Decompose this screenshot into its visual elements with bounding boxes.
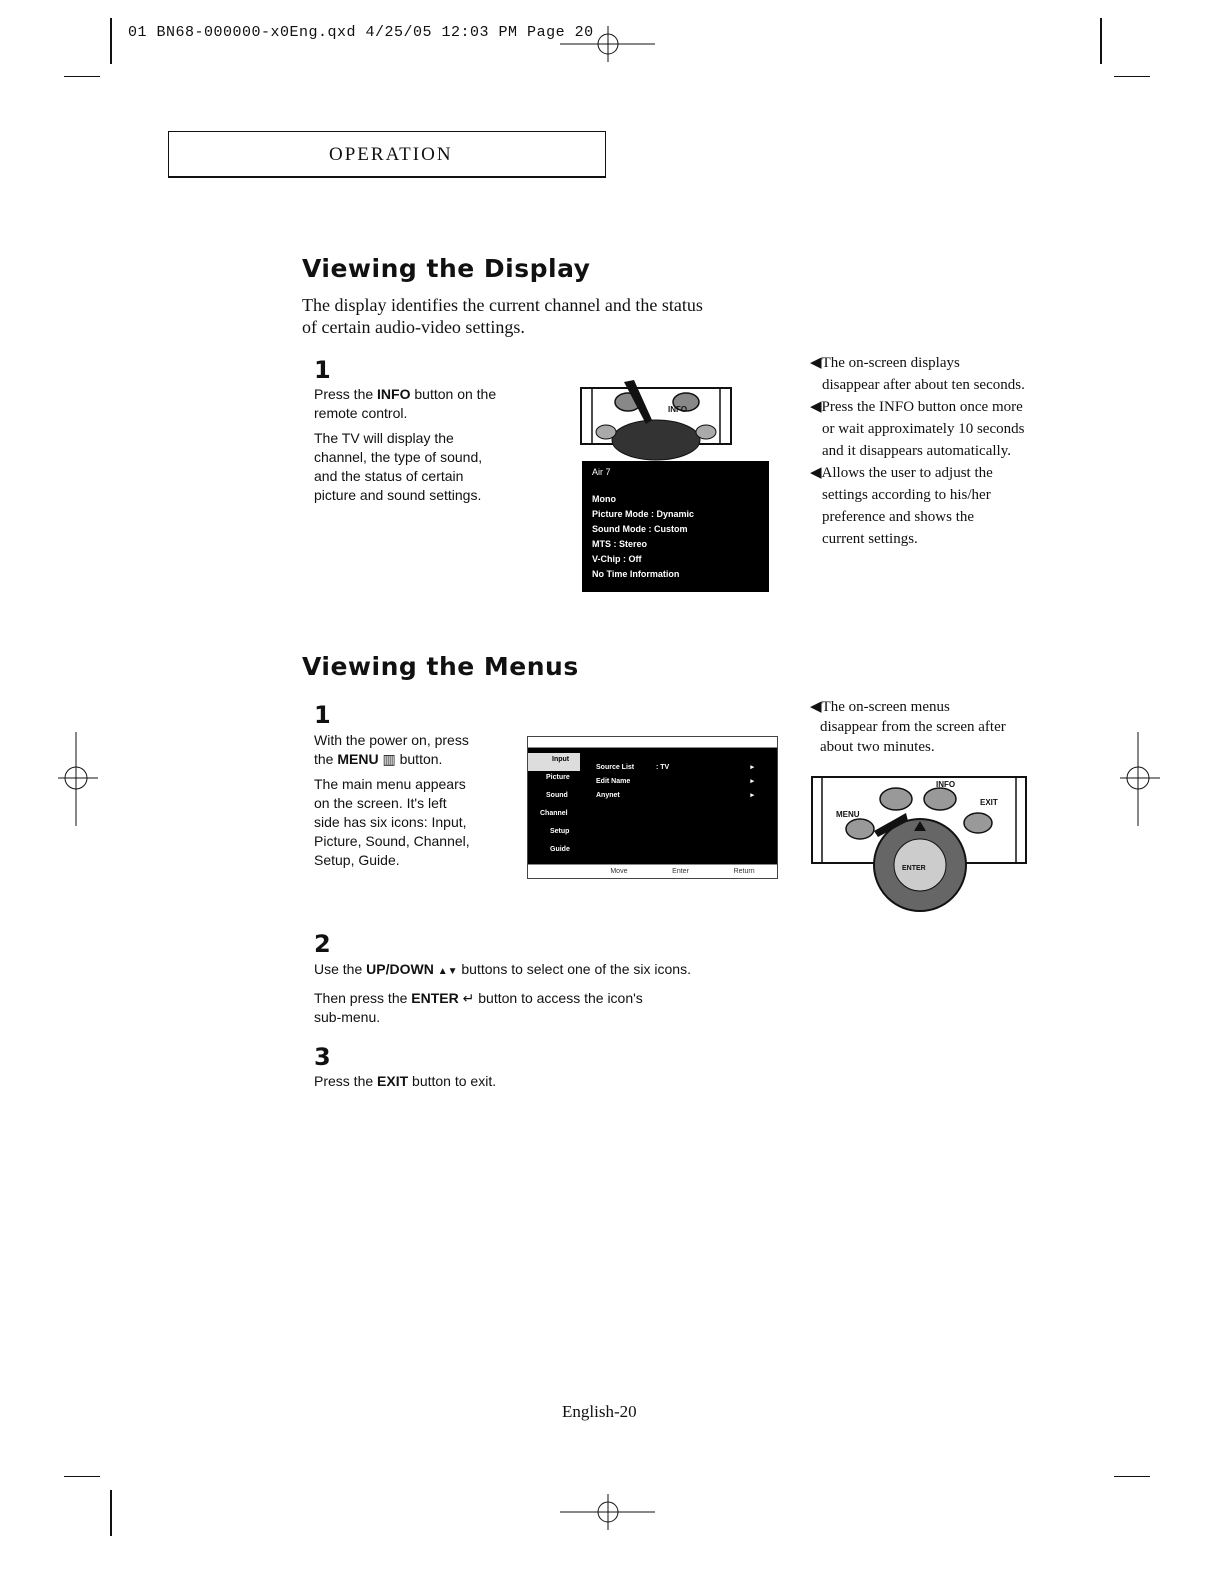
menu-button-icon: ▥ — [382, 751, 396, 767]
step-text — [314, 731, 514, 769]
menus-step1-number: 1 — [314, 701, 331, 729]
menu-tab-guide: Guide — [550, 846, 570, 853]
crop-mark — [1100, 18, 1102, 64]
menu-tab-setup: Setup — [550, 828, 570, 835]
remote-info-label: INFO — [668, 405, 688, 414]
menu-row — [596, 761, 766, 775]
crop-mark — [64, 1476, 100, 1477]
registration-mark-left — [56, 732, 100, 828]
note — [810, 462, 1070, 550]
text-run: buttons to select one of the six icons. — [457, 961, 691, 977]
text-run: disappear after about ten seconds. — [822, 377, 1025, 393]
menu-hint: Move — [610, 868, 628, 875]
section-header-box — [168, 131, 606, 177]
registration-mark-bottom — [560, 1494, 660, 1534]
remote-menu-illustration — [810, 773, 1028, 872]
osd-info-screen — [582, 461, 769, 592]
text-run: the — [314, 751, 338, 767]
menus-step3-number: 3 — [314, 1043, 331, 1071]
note — [810, 352, 1070, 396]
osd-line: MTS : Stereo — [592, 539, 648, 549]
up-down-arrows-icon: ▲▼ — [437, 966, 458, 977]
display-title: Viewing the Display — [302, 254, 591, 283]
display-step1-number: 1 — [314, 356, 331, 384]
menu-row-arrow-icon: ▸ — [750, 764, 754, 771]
osd-line: Sound Mode : Custom — [592, 524, 688, 534]
text-run: Press the — [314, 386, 378, 402]
menus-title: Viewing the Menus — [302, 652, 579, 681]
menu-row-arrow-icon: ▸ — [750, 792, 754, 799]
osd-channel: Air 7 — [592, 467, 611, 477]
text-run: Picture, Sound, Channel, — [314, 833, 470, 849]
menu-tab-sound: Sound — [546, 792, 568, 799]
note-arrow-icon: ◀ — [810, 465, 822, 481]
text-run: current settings. — [822, 531, 918, 547]
remote-enter-label: ENTER — [902, 865, 926, 872]
text-run: Press the — [314, 1073, 378, 1089]
menu-row-arrow-icon: ▸ — [750, 778, 754, 785]
section-header-underline — [168, 176, 606, 178]
menu-row — [596, 775, 766, 789]
osd-line: No Time Information — [592, 569, 680, 579]
note-arrow-icon: ◀ — [810, 355, 822, 371]
menu-tab-picture: Picture — [546, 774, 570, 781]
remote-info-label: INFO — [936, 780, 956, 789]
crop-mark — [110, 18, 112, 64]
page-number: English-20 — [562, 1402, 637, 1421]
step-text — [314, 775, 514, 870]
text-run: preference and shows the — [822, 509, 975, 525]
menu-hint: Return — [733, 868, 755, 875]
text-run: about two minutes. — [820, 739, 935, 755]
text-run: disappear from the screen after — [820, 719, 1006, 735]
text-run: and the status of certain — [314, 468, 464, 484]
step-text — [314, 960, 874, 981]
menu-top-bar — [528, 737, 777, 748]
osd-line: V-Chip : Off — [592, 554, 642, 564]
display-intro — [302, 294, 762, 338]
display-step1-text — [314, 385, 544, 511]
note-arrow-icon: ◀ — [810, 399, 822, 415]
menus-step2-number: 2 — [314, 930, 331, 958]
crop-mark — [1114, 76, 1150, 77]
print-slug: 01 BN68-000000-x0Eng.qxd 4/25/05 12:03 PM Page 20 — [128, 24, 594, 41]
intro-line: The display identifies the current channel and the status — [302, 295, 703, 315]
text-run: and it disappears automatically. — [822, 443, 1011, 459]
menus-note — [810, 697, 1070, 757]
menu-row — [596, 789, 766, 803]
note — [810, 697, 1070, 757]
note — [810, 396, 1070, 462]
menu-keyword: MENU — [337, 751, 379, 767]
menu-row-label: Edit Name — [596, 778, 631, 785]
text-run: Use the — [314, 961, 367, 977]
menu-tab-input: Input — [528, 753, 580, 771]
text-run: sub-menu. — [314, 1009, 381, 1025]
crop-mark — [110, 1490, 112, 1536]
step-text — [314, 989, 874, 1027]
text-run: or wait approximately 10 seconds — [822, 421, 1025, 437]
text-run: The on-screen displays — [821, 355, 960, 371]
menu-bottom-bar — [528, 864, 777, 878]
text-run: The TV will display the — [314, 430, 454, 446]
text-run: Allows the user to adjust the — [821, 465, 993, 481]
text-run: remote control. — [314, 405, 408, 421]
text-run: Then press the — [314, 990, 412, 1006]
text-run: Press the INFO button once more — [821, 399, 1023, 415]
text-run: button on the — [410, 386, 497, 402]
step-text — [314, 385, 544, 423]
menu-tab-list — [528, 753, 580, 861]
crop-mark — [64, 76, 100, 77]
step-text — [314, 429, 544, 505]
registration-mark-top — [560, 22, 660, 62]
text-run: button to access the icon's — [474, 990, 643, 1006]
main-menu-screenshot — [527, 736, 778, 879]
step-text — [314, 1072, 714, 1091]
text-run: picture and sound settings. — [314, 487, 482, 503]
text-run: With the power on, press — [314, 732, 469, 748]
intro-line: of certain audio-video settings. — [302, 317, 525, 337]
text-run: side has six icons: Input, — [314, 814, 467, 830]
info-keyword: INFO — [377, 386, 411, 402]
menus-step2-text — [314, 960, 874, 1033]
crop-mark — [1114, 1476, 1150, 1477]
text-run: button. — [395, 751, 443, 767]
text-run: settings according to his/her — [822, 487, 991, 503]
menu-row-label: Anynet — [596, 792, 620, 799]
menu-row-label: Source List — [596, 764, 635, 771]
text-run: The main menu appears — [314, 776, 466, 792]
text-run: The on-screen menus — [821, 699, 950, 715]
display-notes — [810, 352, 1070, 550]
remote-exit-label: EXIT — [980, 798, 998, 807]
enter-keyword: ENTER — [411, 990, 459, 1006]
updown-keyword: UP/DOWN — [366, 961, 434, 977]
enter-icon: ↵ — [462, 990, 475, 1006]
text-run: Setup, Guide. — [314, 852, 400, 868]
text-run: button to exit. — [408, 1073, 497, 1089]
menu-tab-channel: Channel — [540, 810, 568, 817]
remote-menu-label: MENU — [836, 810, 860, 819]
note-arrow-icon: ◀ — [810, 699, 822, 715]
text-run: on the screen. It's left — [314, 795, 447, 811]
osd-line: Picture Mode : Dynamic — [592, 509, 695, 519]
menu-hint: Enter — [672, 868, 689, 875]
menu-row-value: : TV — [656, 764, 670, 771]
exit-keyword: EXIT — [377, 1073, 409, 1089]
section-header: OPERATION — [329, 144, 453, 165]
text-run: channel, the type of sound, — [314, 449, 483, 465]
menus-step3-text — [314, 1072, 714, 1097]
remote-info-illustration — [580, 380, 732, 448]
menus-step1-text — [314, 731, 514, 876]
registration-mark-right — [1118, 732, 1162, 828]
menu-rows — [596, 761, 766, 803]
osd-line: Mono — [592, 494, 616, 504]
